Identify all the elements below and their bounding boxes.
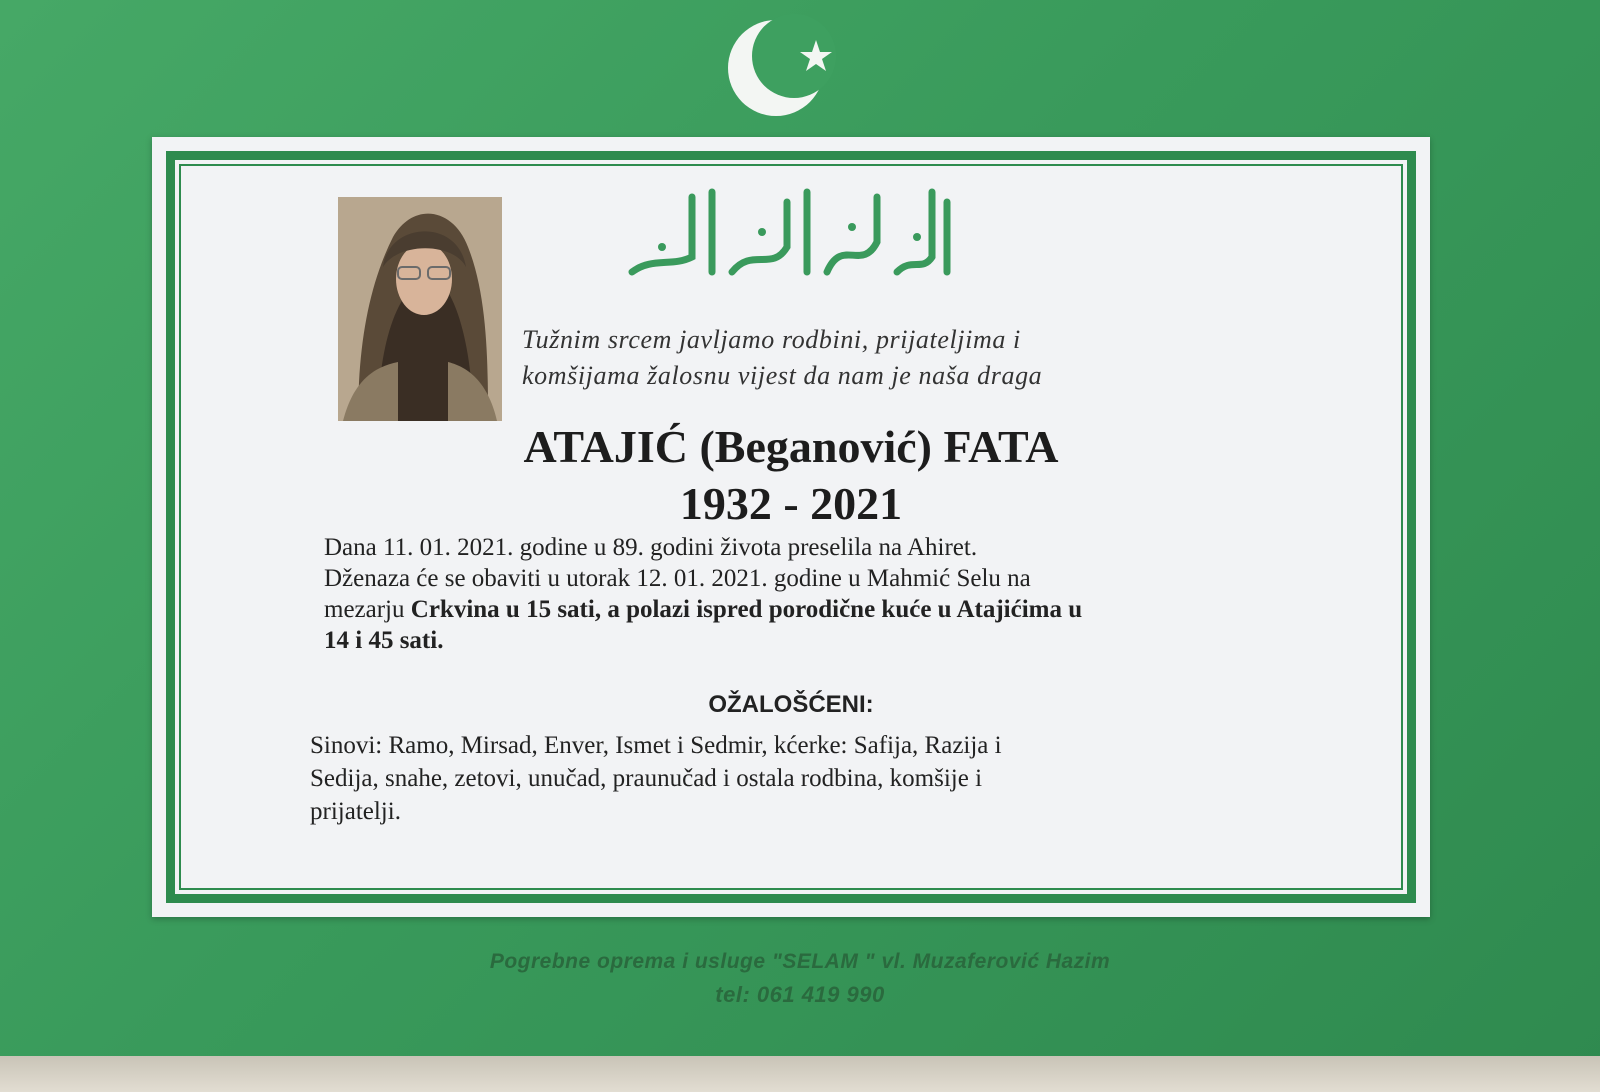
mourners-line: Sedija, snahe, zetovi, unučad, praunučad i ostala rodbina, komšije i xyxy=(310,765,983,792)
detail-text: mezarju xyxy=(324,596,411,623)
arabic-calligraphy-icon xyxy=(622,177,962,287)
mourners-list xyxy=(310,729,1190,828)
deceased-name: ATAJIĆ (Beganović) FATA xyxy=(523,421,1059,472)
footer-company: Pogrebne oprema i usluge "SELAM " vl. Muzaferović Hazim xyxy=(489,950,1111,973)
mourners-line: Sinovi: Ramo, Mirsad, Enver, Ismet i Sedmir, kćerke: Safija, Razija i xyxy=(310,732,1002,759)
detail-line: Dana 11. 01. 2021. godine u 89. godini života preselila na Ahiret. xyxy=(324,534,978,561)
detail-line xyxy=(324,594,1284,625)
mourners-line: prijatelji. xyxy=(310,798,401,825)
detail-line xyxy=(324,625,1284,656)
table-surface xyxy=(0,1056,1600,1092)
detail-bold-text: 14 i 45 sati. xyxy=(324,627,444,654)
portrait-photo xyxy=(338,197,502,421)
funeral-details xyxy=(324,532,1284,656)
detail-bold-text: Crkvina u 15 sati, a polazi ispred porodične kuće u Atajićima u xyxy=(410,596,1083,623)
intro-text xyxy=(522,322,1282,394)
intro-line: komšijama žalosnu vijest da nam je naša draga xyxy=(522,361,1043,390)
crescent-star-icon xyxy=(728,10,848,120)
detail-line: Dženaza će se obaviti u utorak 12. 01. 2021. godine u Mahmić Selu na xyxy=(324,565,1031,592)
obituary-card xyxy=(152,137,1430,917)
life-years: 1932 - 2021 xyxy=(679,478,903,529)
mourners-title: OŽALOŠĆENI: xyxy=(708,691,874,718)
intro-line: Tužnim srcem javljamo rodbini, prijateljima i xyxy=(522,325,1021,354)
footer-phone: tel: 061 419 990 xyxy=(715,982,885,1007)
